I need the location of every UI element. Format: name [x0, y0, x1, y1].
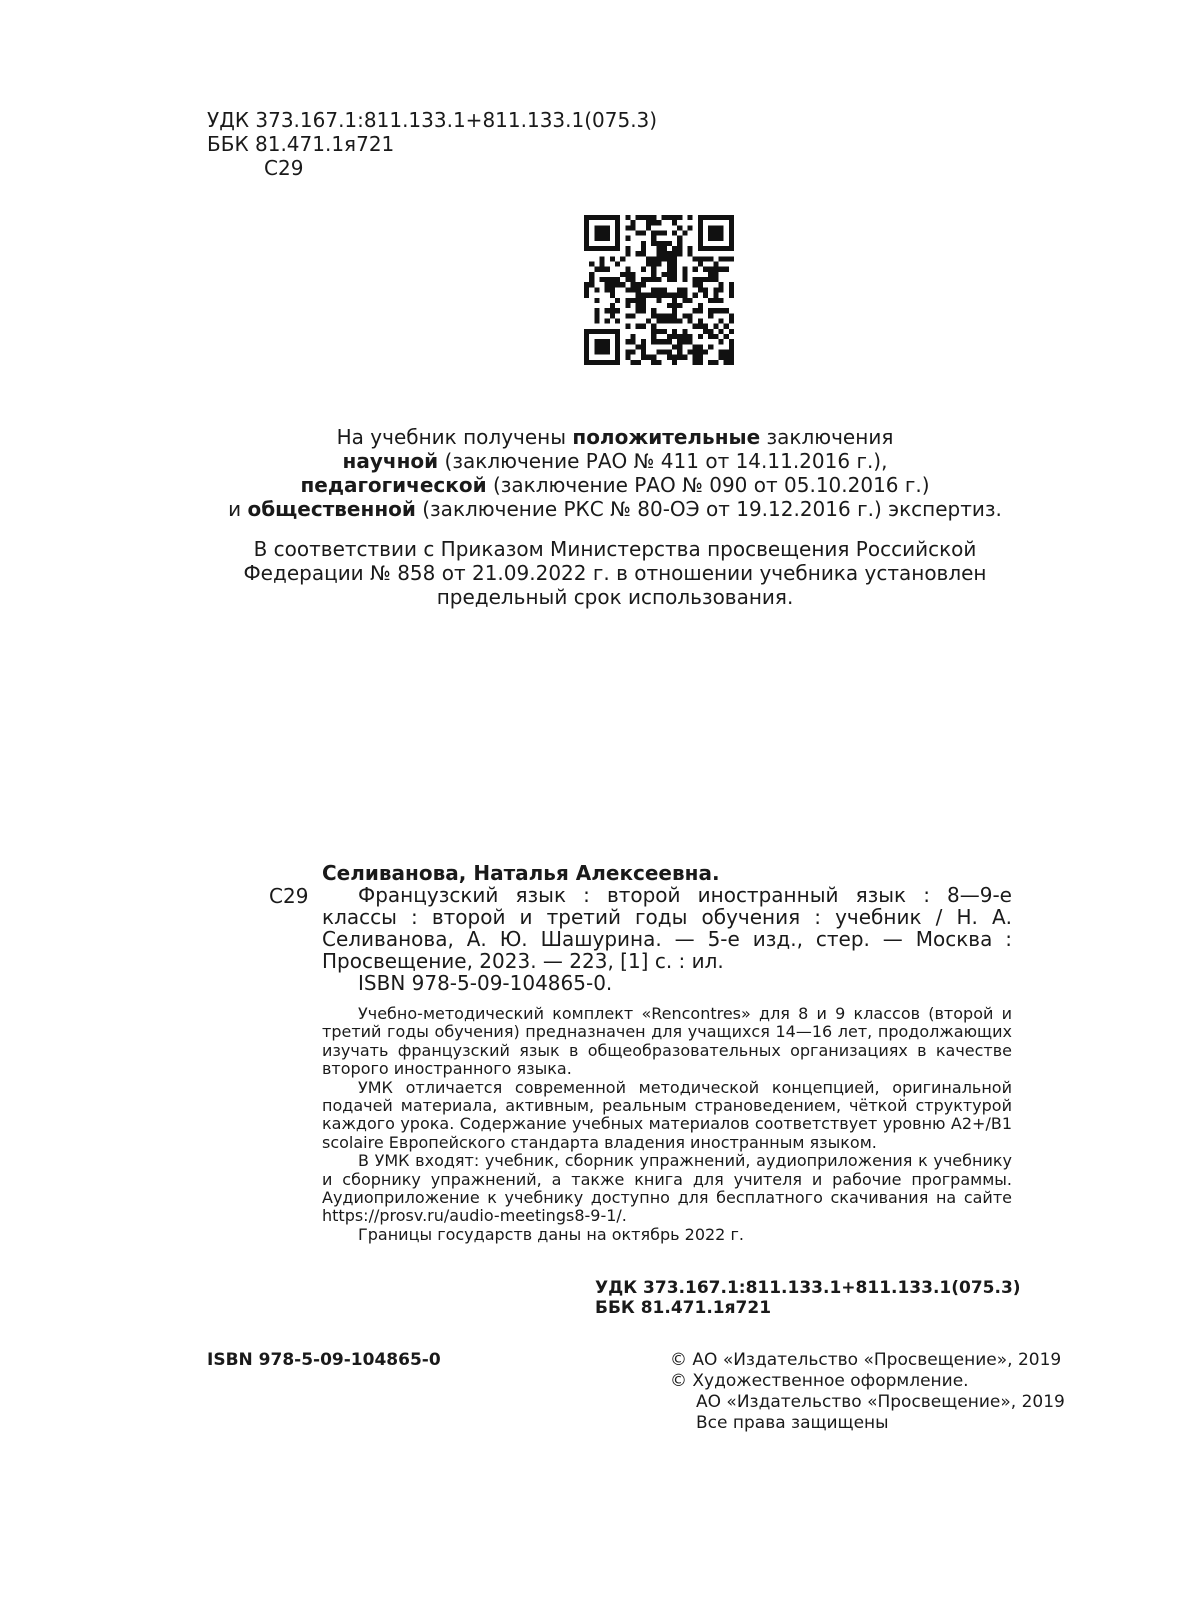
author-mark: С29: [264, 156, 304, 180]
classification-codes: [595, 1278, 1021, 1318]
annotation-paragraph: В УМК входят: учебник, сборник упражнений, аудиоприложения к учебнику и сборнику упражнений, а также книга для учителя и рабочие программы. Аудиоприложение к учебнику доступно для бесплатного скачивания на сайте https://prosv.ru/audio-meetings8-9-1/.: [322, 1151, 1012, 1226]
approval-line-2: научной (заключение РАО № 411 от 14.11.2016 г.),: [342, 449, 888, 473]
bbk-code-bottom: ББК 81.471.1я721: [595, 1298, 772, 1318]
bbk-code: ББК 81.471.1я721: [207, 132, 395, 156]
annotation-paragraph: Границы государств даны на октябрь 2022 г.: [358, 1224, 744, 1244]
udk-code-bottom: УДК 373.167.1:811.133.1+811.133.1(075.3): [595, 1278, 1021, 1298]
bibliographic-record: [322, 862, 1012, 994]
annotation-paragraph: УМК отличается современной методической концепцией, оригинальной подачей материала, активным, реальным страноведением, чёткой структурой каждого урока. Содержание учебных материалов соответствует уровню A2+/B1 scolaire Европейского стандарта владения иностранным языком.: [322, 1077, 1012, 1152]
udk-code: УДК 373.167.1:811.133.1+811.133.1(075.3): [207, 108, 658, 132]
annotation: [322, 1005, 1012, 1244]
ministry-order: В соответствии с Приказом Министерства просвещения Российской Федерации № 858 от 21.09.2022 г. в отношении учебника установлен предельный срок использования.: [243, 537, 987, 609]
approval-line-3: педагогической (заключение РАО № 090 от 05.10.2016 г.): [300, 473, 930, 497]
header-codes: [207, 108, 657, 180]
book-isbn: ISBN 978-5-09-104865-0.: [358, 971, 613, 995]
bibliography-code: С29: [269, 884, 309, 908]
book-description: Французский язык : второй иностранный язык : 8—9-е классы : второй и третий годы обучения : учебник / Н. А. Селиванова, А. Ю. Шашурина. — 5-е изд., стер. — Москва : Просвещение, 2023. — 223, [1] с. : ил.: [322, 883, 1012, 973]
approval-line-1: На учебник получены положительные заключения: [336, 425, 894, 449]
annotation-paragraph: Учебно-методический комплект «Rencontres» для 8 и 9 классов (второй и третий годы обучения) предназначен для учащихся 14—16 лет, продолжающих изучать французский язык в общеобразовательных организациях в качестве второго иностранного языка.: [322, 1004, 1012, 1079]
author-name: Селиванова, Наталья Алексеевна.: [322, 861, 720, 885]
isbn-footer: ISBN 978-5-09-104865-0: [207, 1350, 441, 1370]
expert-approvals: [180, 425, 1050, 521]
approval-line-4: и общественной (заключение РКС № 80-ОЭ от 19.12.2016 г.) экспертиз.: [228, 497, 1002, 521]
copyright-block: © АО «Издательство «Просвещение», 2019 © Художественное оформление. АО «Издательство «Просвещение», 2019 Все права защищены: [670, 1350, 1065, 1433]
qr-code-icon: [584, 215, 734, 365]
